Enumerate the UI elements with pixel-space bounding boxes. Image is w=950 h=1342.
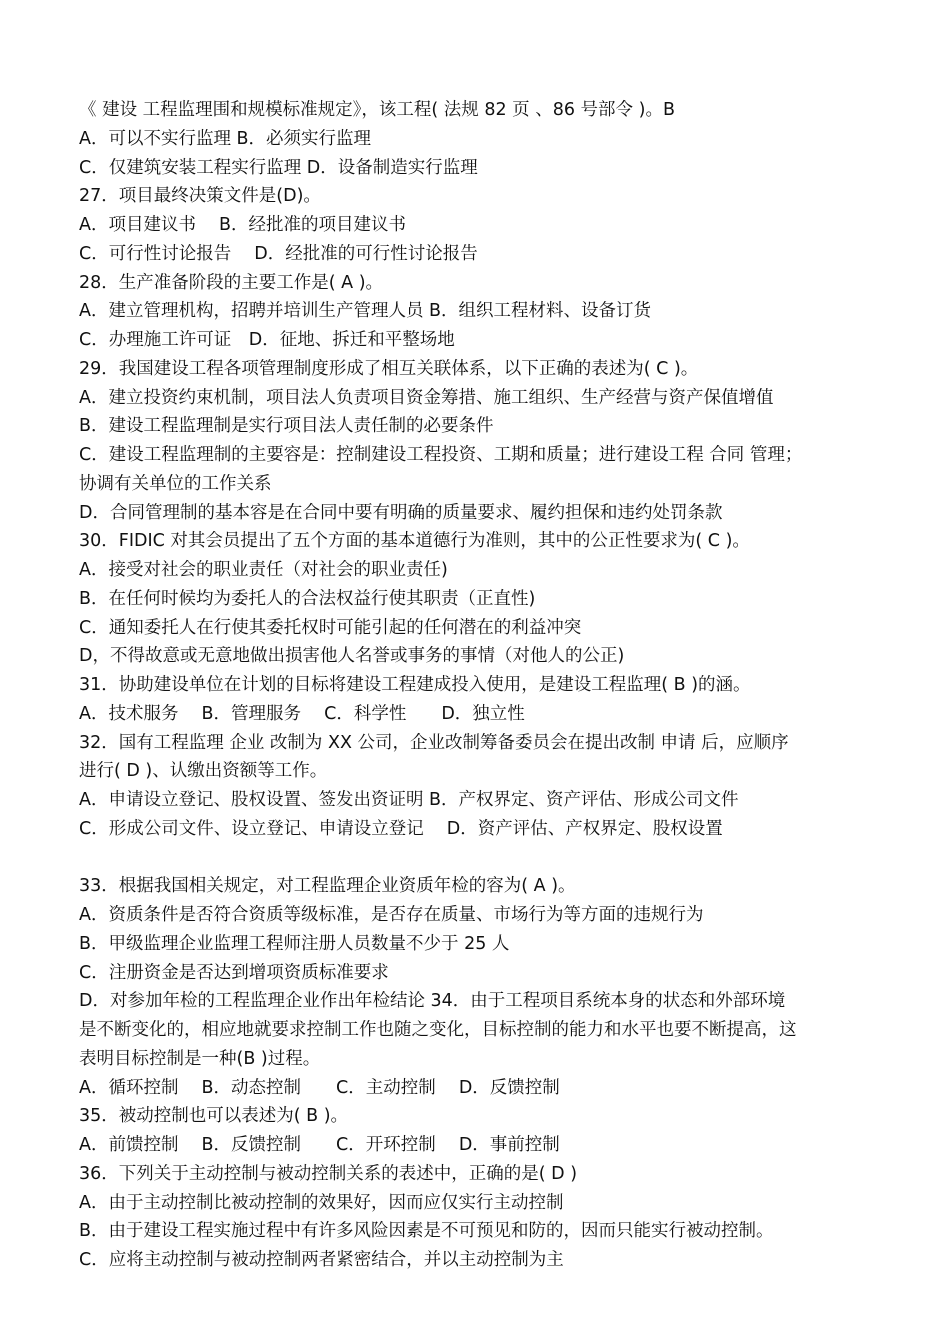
text-line: A．循环控制 B．动态控制 C．主动控制 D．反馈控制: [79, 1077, 560, 1098]
text-line: B．由于建设工程实施过程中有许多风险因素是不可预见和防的，因而只能实行被动控制。: [79, 1221, 774, 1242]
text-line: A．建立投资约束机制，项目法人负责项目资金筹措、施工组织、生产经营与资产保值增值: [79, 387, 774, 408]
text-line: C．通知委托人在行使其委托权时可能引起的任何潜在的利益冲突: [79, 617, 582, 638]
text-line: 是不断变化的，相应地就要求控制工作也随之变化，目标控制的能力和水平也要不断提高，这: [79, 1020, 797, 1040]
text-line: 29．我国建设工程各项管理制度形成了相互关联体系，以下正确的表述为( C )。: [79, 358, 699, 379]
text-line: 35．被动控制也可以表述为( B )。: [79, 1106, 349, 1127]
text-line: A．前馈控制 B．反馈控制 C．开环控制 D．事前控制: [79, 1135, 560, 1155]
text-line: 表明目标控制是一种(B )过程。: [79, 1048, 321, 1069]
blank-line: [79, 844, 884, 873]
text-line: B．甲级监理企业监理工程师注册人员数量不少于 25 人: [79, 933, 510, 954]
text-line: D．对参加年检的工程监理企业作出年检结论 34．由于工程项目系统本身的状态和外部环境: [79, 991, 786, 1012]
text-line: A．资质条件是否符合资质等级标准，是否存在质量、市场行为等方面的违规行为: [79, 905, 704, 925]
text-line: C．形成公司文件、设立登记、申请设立登记 D．资产评估、产权界定、股权设置: [79, 818, 723, 839]
text-line: C．应将主动控制与被动控制两者紧密结合，并以主动控制为主: [79, 1250, 564, 1270]
text-line: C．可行性讨论报告 D．经批准的可行性讨论报告: [79, 243, 478, 264]
text-line: 《 建设 工程监理围和规模标准规定》，该工程( 法规 82 页 、86 号部令 )。B: [79, 100, 675, 120]
text-line: A．技术服务 B．管理服务 C．科学性 D．独立性: [79, 703, 525, 724]
text-line: D．合同管理制的基本容是在合同中要有明确的质量要求、履约担保和违约处罚条款: [79, 502, 723, 523]
text-line: 33．根据我国相关规定，对工程监理企业资质年检的容为( A )。: [79, 876, 576, 897]
text-line: A．由于主动控制比被动控制的效果好，因而应仅实行主动控制: [79, 1192, 564, 1213]
text-line: C．建设工程监理制的主要容是：控制建设工程投资、工期和质量；进行建设工程 合同 管理；: [79, 445, 803, 465]
text-line: 30．FIDIC 对其会员提出了五个方面的基本道德行为准则，其中的公正性要求为( C )。: [79, 531, 750, 552]
text-line: A．接受对社会的职业责任（对社会的职业责任): [79, 560, 448, 580]
text-line: A．可以不实行监理 B．必须实行监理: [79, 128, 372, 149]
text-line: A．项目建议书 B．经批准的项目建议书: [79, 215, 407, 235]
text-line: C．办理施工许可证 D．征地、拆迁和平整场地: [79, 330, 455, 350]
text-line: 协调有关单位的工作关系: [79, 473, 272, 494]
text-line: D，不得故意或无意地做出损害他人名誉或事务的事情（对他人的公正): [79, 646, 625, 667]
text-line: 31．协助建设单位在计划的目标将建设工程建成投入使用，是建设工程监理( B )的涵。: [79, 675, 751, 695]
text-line: 28．生产准备阶段的主要工作是( A )。: [79, 272, 384, 293]
text-line: B．在任何时候均为委托人的合法权益行使其职责（正直性): [79, 588, 536, 609]
text-line: B．建设工程监理制是实行项目法人责任制的必要条件: [79, 416, 494, 437]
text-line: 36．下列关于主动控制与被动控制关系的表述中，正确的是( D ): [79, 1163, 578, 1184]
document-page: [79, 96, 884, 1275]
text-line: 进行( D )、认缴出资额等工作。: [79, 761, 328, 782]
text-line: C．仅建筑安装工程实行监理 D．设备制造实行监理: [79, 157, 478, 178]
text-line: 27．项目最终决策文件是(D)。: [79, 186, 321, 207]
text-line: 32．国有工程监理 企业 改制为 XX 公司，企业改制筹备委员会在提出改制 申请 后，应顺序: [79, 732, 789, 753]
text-line: A．建立管理机构，招聘并培训生产管理人员 B．组织工程材料、设备订货: [79, 301, 652, 322]
text-line: A．申请设立登记、股权设置、签发出资证明 B．产权界定、资产评估、形成公司文件: [79, 790, 739, 810]
text-line: C．注册资金是否达到增项资质标准要求: [79, 962, 389, 983]
